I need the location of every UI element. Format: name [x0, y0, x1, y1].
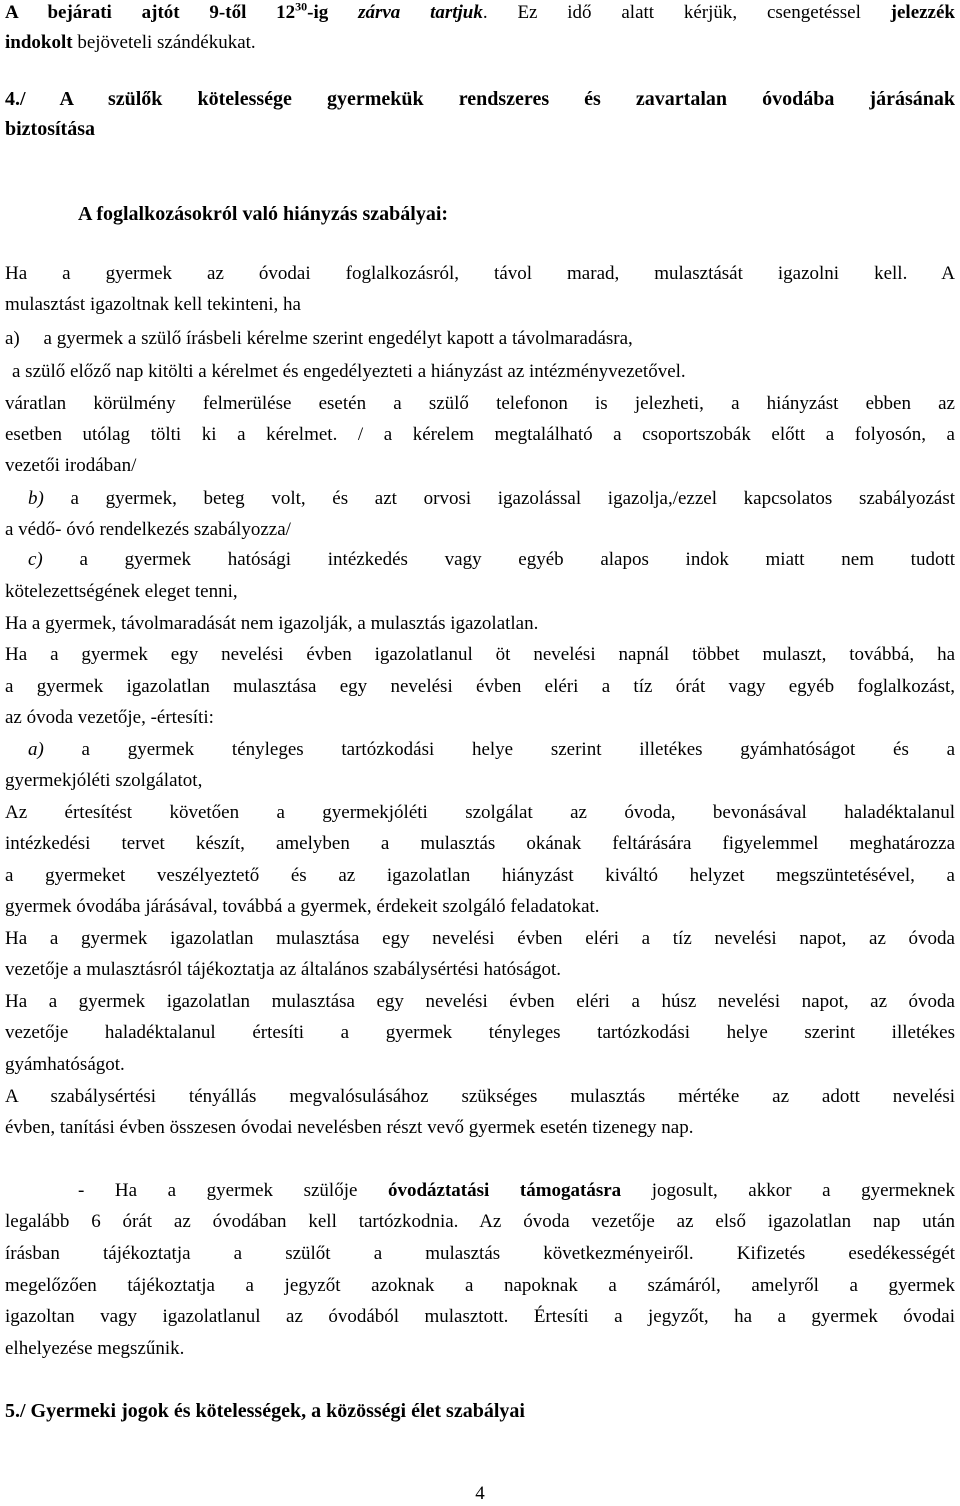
section-5-heading: 5./ Gyermeki jogok és kötelességek, a közösségi élet szabályai [5, 1400, 525, 1422]
body-line: az óvoda vezetője, -értesíti: [5, 707, 214, 728]
item-b-text: a gyermek, beteg volt, és azt orvosi igazolással igazolja,/ezzel kapcsolatos szabályozást [43, 488, 955, 509]
item-a-line-2: gyermekjóléti szolgálatot, [5, 770, 203, 791]
body-line: vezetői irodában/ [5, 455, 137, 476]
page-number: 4 [475, 1483, 485, 1504]
item-b-label: b) [28, 488, 44, 509]
support-line: írásban tájékoztatja a szülőt a mulasztás következményeiről. Kifizetés esedékességét [5, 1243, 955, 1264]
body-line: a gyermek igazolatlan mulasztása egy nevelési évben eléri a tíz órát vagy egyéb foglalkozást, [5, 676, 955, 697]
body-line: Ha a gyermek igazolatlan mulasztása egy nevelési évben eléri a tíz nevelési napot, az óvoda [5, 928, 955, 949]
body-line: Ha a gyermek igazolatlan mulasztása egy nevelési évben eléri a húsz nevelési napot, az óvoda [5, 991, 955, 1012]
support-line: legalább 6 órát az óvodában kell tartózkodnia. Az óvoda vezetője az első igazolatlan nap után [5, 1211, 955, 1232]
item-a-line-1 [28, 736, 955, 764]
support-pre: - Ha a gyermek szülője [78, 1180, 388, 1201]
body-line: intézkedési tervet készít, amelyben a mulasztás okának feltárására figyelemmel meghatározza [5, 833, 955, 854]
body-line: vezetője haladéktalanul értesíti a gyermek tényleges tartózkodási helye szerint illetékes [5, 1022, 955, 1043]
opening-text-3: zárva tartjuk [358, 2, 483, 23]
item-c-text: a gyermek hatósági intézkedés vagy egyéb alapos indok miatt nem tudott [42, 549, 955, 570]
body-line: vezetője a mulasztásról tájékoztatja az általános szabálysértési hatóságot. [5, 959, 562, 980]
support-line: elhelyezése megszűnik. [5, 1338, 185, 1359]
opening-text-1: A bejárati ajtót 9-től 12 [5, 2, 296, 23]
item-c-label: c) [28, 549, 43, 570]
opening-text-4: . Ez idő alatt kérjük, csengetéssel [482, 2, 891, 23]
item-b-line-1 [28, 485, 955, 513]
body-line: váratlan körülmény felmerülése esetén a szülő telefonon is jelezheti, a hiányzást ebben az [5, 393, 955, 414]
opening-text-2: -ig [307, 2, 359, 23]
opening-text-5: jelezzék [890, 2, 955, 23]
body-line: a szülő előző nap kitölti a kérelmet és engedélyezteti a hiányzást az intézményvezetővel. [12, 361, 686, 382]
body-line: Ha a gyermek egy nevelési évben igazolatlanul öt nevelési napnál többet mulaszt, továbbá, ha [5, 644, 955, 665]
section-4-heading-line-1: 4./ A szülők kötelessége gyermekük rendszeres és zavartalan óvodába járásának [5, 88, 955, 110]
opening-bold: indokolt [5, 32, 73, 53]
support-bold: óvodáztatási támogatásra [387, 1180, 622, 1201]
body-line: mulasztást igazoltnak kell tekinteni, ha [5, 294, 301, 315]
item-b-line-2: a védő- óvó rendelkezés szabályozza/ [5, 519, 291, 540]
item-a-text: a gyermek tényleges tartózkodási helye szerint illetékes gyámhatóságot és a [43, 739, 955, 760]
body-line: a gyermeket veszélyeztető és az igazolatlan hiányzást kiváltó helyzet megszüntetésével, a [5, 865, 955, 886]
support-line: igazoltan vagy igazolatlanul az óvodából mulasztott. Értesíti a jegyzőt, ha a gyermek óvodai [5, 1306, 955, 1327]
opening-line-1 [5, 0, 955, 27]
support-line: megelőzően tájékoztatja a jegyzőt azoknak a napoknak a számáról, amelyről a gyermek [5, 1275, 955, 1296]
section-4-heading-line-2: biztosítása [5, 118, 95, 140]
body-line: Ha a gyermek az óvodai foglalkozásról, távol marad, mulasztását igazolni kell. A [5, 263, 955, 284]
item-a-label: a) [28, 739, 44, 760]
opening-superscript: 30 [295, 0, 308, 14]
support-line-1 [78, 1177, 955, 1205]
absence-rules-heading: A foglalkozásokról való hiányzás szabályai: [78, 203, 449, 225]
opening-rest: bejöveteli szándékukat. [72, 32, 256, 53]
body-line: a) a gyermek a szülő írásbeli kérelme szerint engedélyt kapott a távolmaradásra, [5, 328, 633, 349]
body-line: gyámhatóságot. [5, 1054, 125, 1075]
item-c-line-2: kötelezettségének eleget tenni, [5, 581, 238, 602]
body-line: Ha a gyermek, távolmaradását nem igazolják, a mulasztás igazolatlan. [5, 613, 539, 634]
support-post: jogosult, akkor a gyermeknek [621, 1180, 955, 1201]
body-line: A szabálysértési tényállás megvalósulásához szükséges mulasztás mértéke az adott nevelési [5, 1086, 955, 1107]
body-line: évben, tanítási évben összesen óvodai nevelésben részt vevő gyermek esetén tizenegy nap. [5, 1117, 694, 1138]
opening-line-2 [5, 29, 955, 57]
body-line: gyermek óvodába járásával, továbbá a gyermek, érdekeit szolgáló feladatokat. [5, 896, 600, 917]
body-line: esetben utólag tölti ki a kérelmet. / a kérelem megtalálható a csoportszobák előtt a folyosón, a [5, 424, 955, 445]
item-c-line-1 [28, 546, 955, 574]
body-line: Az értesítést követően a gyermekjóléti szolgálat az óvoda, bevonásával haladéktalanul [5, 802, 955, 823]
